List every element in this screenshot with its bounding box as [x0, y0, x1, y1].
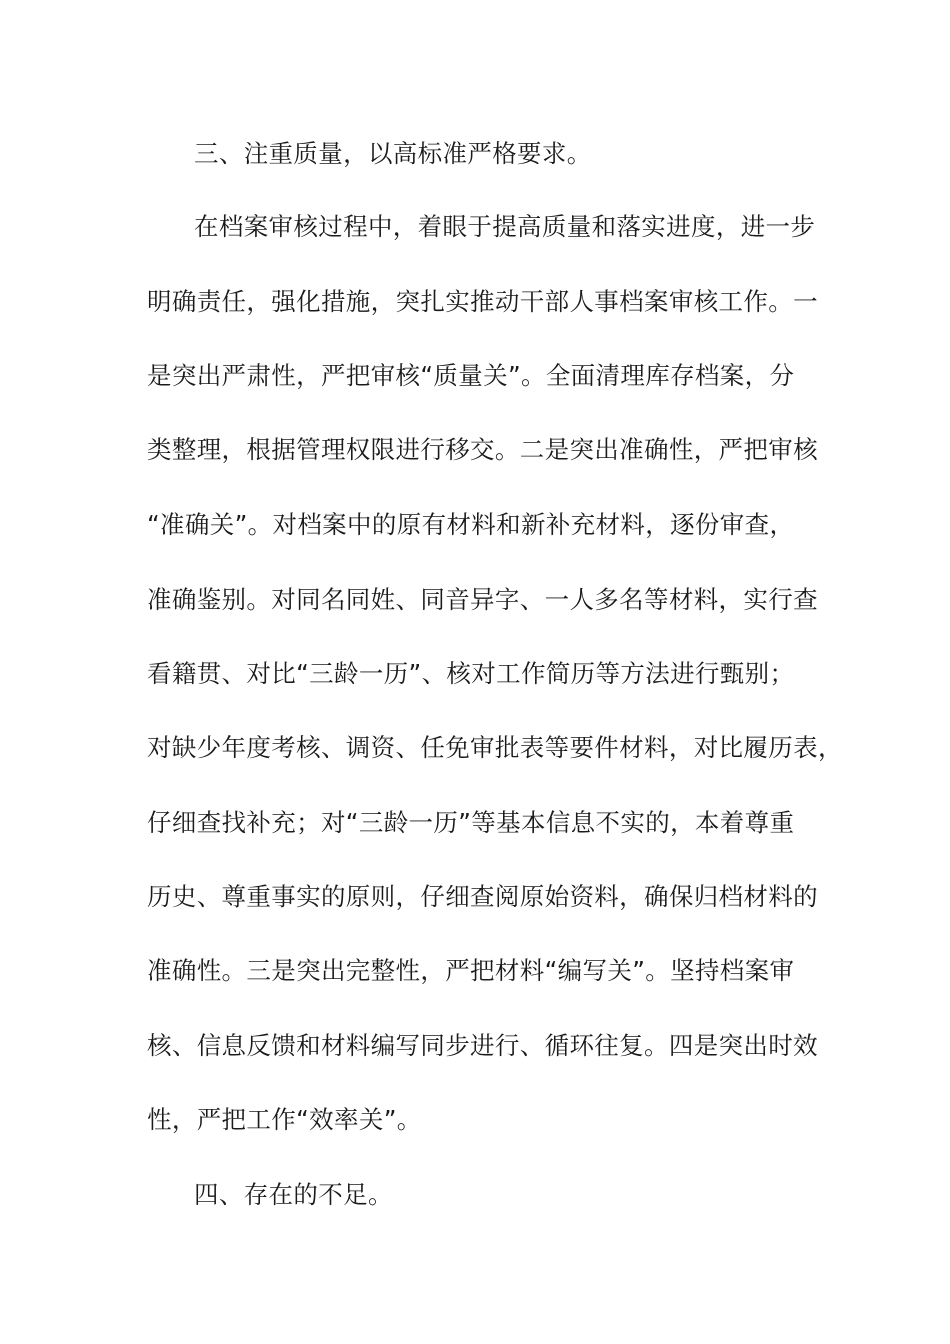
paragraph-line: 核、信息反馈和材料编写同步进行、循环往复。四是突出时效 [147, 1031, 818, 1060]
paragraph-line: 看籍贯、对比“三龄一历”、核对工作简历等方法进行甄别； [147, 659, 795, 688]
paragraph-line: 历史、尊重事实的原则，仔细查阅原始资料，确保归档材料的 [147, 882, 818, 911]
paragraph-line: 对缺少年度考核、调资、任免审批表等要件材料，对比履历表， [147, 733, 843, 762]
paragraph-line: 在档案审核过程中，着眼于提高质量和落实进度，进一步 [194, 212, 816, 241]
paragraph-line: 准确性。三是突出完整性，严把材料“编写关”。坚持档案审 [147, 956, 795, 985]
section-heading-4: 四、存在的不足。 [194, 1180, 393, 1209]
paragraph-line: 仔细查找补充；对“三龄一历”等基本信息不实的，本着尊重 [147, 808, 795, 837]
paragraph-line: “准确关”。对档案中的原有材料和新补充材料，逐份审查， [147, 510, 795, 539]
section-heading-3: 三、注重质量，以高标准严格要求。 [194, 139, 592, 168]
paragraph-line: 明确责任，强化措施，突扎实推动干部人事档案审核工作。一 [147, 287, 818, 316]
paragraph-line: 准确鉴别。对同名同姓、同音异字、一人多名等材料，实行查 [147, 585, 818, 614]
paragraph-line: 是突出严肃性，严把审核“质量关”。全面清理库存档案，分 [147, 361, 795, 390]
paragraph-line: 性，严把工作“效率关”。 [147, 1105, 422, 1134]
paragraph-line: 类整理，根据管理权限进行移交。二是突出准确性，严把审核 [147, 435, 818, 464]
